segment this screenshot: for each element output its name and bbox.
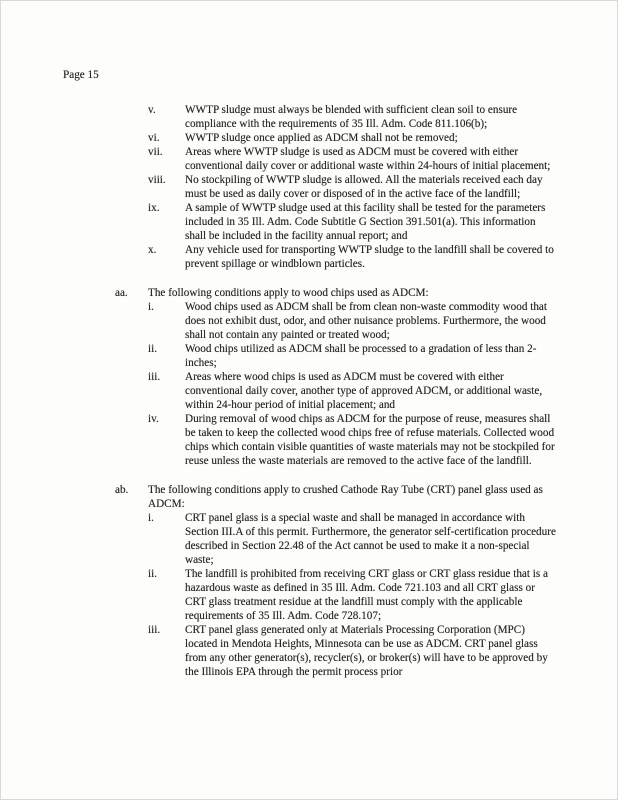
list-item-aa-ii (148, 342, 557, 370)
list-item-marker: i. (148, 512, 154, 524)
section-aa (115, 286, 557, 468)
list-item-vii (148, 145, 557, 173)
list-item-text: A sample of WWTP sludge used at this facility shall be tested for the parameters included in 35 Ill. Adm. Code Subtitle G Section 391.501(a). This information shall be included in the facility annual report; and (185, 202, 546, 242)
list-item-marker: iii. (148, 371, 161, 383)
list-item-marker: vi. (148, 132, 160, 144)
list-item-vi (148, 131, 557, 145)
list-item-marker: i. (148, 301, 154, 313)
list-item-marker: viii. (148, 174, 166, 186)
list-item-aa-iii (148, 370, 557, 412)
list-item-text: Areas where WWTP sludge is used as ADCM must be covered with either conventional daily cover or additional waste within 24-hours of initial placement; (185, 146, 551, 172)
section-marker: ab. (115, 484, 129, 496)
list-item-text: During removal of wood chips as ADCM for the purpose of reuse, measures shall be taken to keep the collected wood chips free of refuse materials. Collected wood chips which contain visible quantities of waste materials may not be stockpiled for reuse unless the waste materials are removed to the active face of the landfill. (185, 413, 555, 467)
list-item-ix (148, 201, 557, 243)
list-item-text: Wood chips utilized as ADCM shall be processed to a gradation of less than 2-inches; (185, 343, 537, 369)
section-body (148, 286, 557, 468)
page-content (115, 103, 557, 679)
section-intro: The following conditions apply to crushed Cathode Ray Tube (CRT) panel glass used as ADCM: (148, 484, 543, 510)
section-marker: aa. (115, 287, 128, 299)
list-item-aa-i (148, 300, 557, 342)
list-item-marker: ii. (148, 343, 158, 355)
section-ab (115, 483, 557, 679)
list-item-text: Areas where wood chips is used as ADCM must be covered with either conventional daily cover, another type of approved ADCM, or additional waste, within 24-hour period of initial placement; and (185, 371, 543, 411)
list-item-text: CRT panel glass is a special waste and shall be managed in accordance with Section III.A of this permit. Furthermore, the generator self-certification procedure described in Section 22.48 of the Act cannot be used to make it a non-special waste; (185, 512, 556, 566)
wwtp-sludge-conditions-list (148, 103, 557, 271)
list-item-ab-ii (148, 567, 557, 623)
list-item-text: The landfill is prohibited from receiving CRT glass or CRT glass residue that is a hazardous waste as defined in 35 Ill. Adm. Code 721.103 and all CRT glass or CRT glass treatment residue at the landfill must comply with the applicable requirements of 35 Ill. Adm. Code 728.107; (185, 568, 549, 622)
list-item-marker: iii. (148, 624, 161, 636)
list-item-marker: ii. (148, 568, 158, 580)
list-item-x (148, 243, 557, 271)
list-item-marker: iv. (148, 413, 159, 425)
page-number-label: Page 15 (63, 69, 99, 81)
list-item-marker: v. (148, 104, 156, 116)
list-item-ab-iii (148, 623, 557, 679)
list-item-marker: vii. (148, 146, 163, 158)
list-item-text: No stockpiling of WWTP sludge is allowed. All the materials received each day must be used as daily cover or disposed of in the active face of the landfill; (185, 174, 543, 200)
list-item-viii (148, 173, 557, 201)
list-item-aa-iv (148, 412, 557, 468)
list-item-ab-i (148, 511, 557, 567)
list-item-text: CRT panel glass generated only at Materials Processing Corporation (MPC) located in Mendota Heights, Minnesota can be use as ADCM. CRT panel glass from any other generator(s), recycler(s), or broker(s) will have to be approved by the Illinois EPA through the permit process prior (185, 624, 548, 678)
section-intro: The following conditions apply to wood chips used as ADCM: (148, 287, 429, 299)
list-item-text: Any vehicle used for transporting WWTP sludge to the landfill shall be covered to prevent spillage or windblown particles. (185, 244, 554, 270)
list-item-text: Wood chips used as ADCM shall be from clean non-waste commodity wood that does not exhibit dust, odor, and other nuisance problems. Furthermore, the wood shall not contain any painted or treated wood; (185, 301, 548, 341)
section-body (148, 483, 557, 679)
list-item-text: WWTP sludge must always be blended with sufficient clean soil to ensure compliance with the requirements of 35 Ill. Adm. Code 811.106(b); (185, 104, 518, 130)
list-item-v (148, 103, 557, 131)
list-item-marker: x. (148, 244, 157, 256)
list-item-marker: ix. (148, 202, 160, 214)
list-item-text: WWTP sludge once applied as ADCM shall not be removed; (185, 132, 458, 144)
